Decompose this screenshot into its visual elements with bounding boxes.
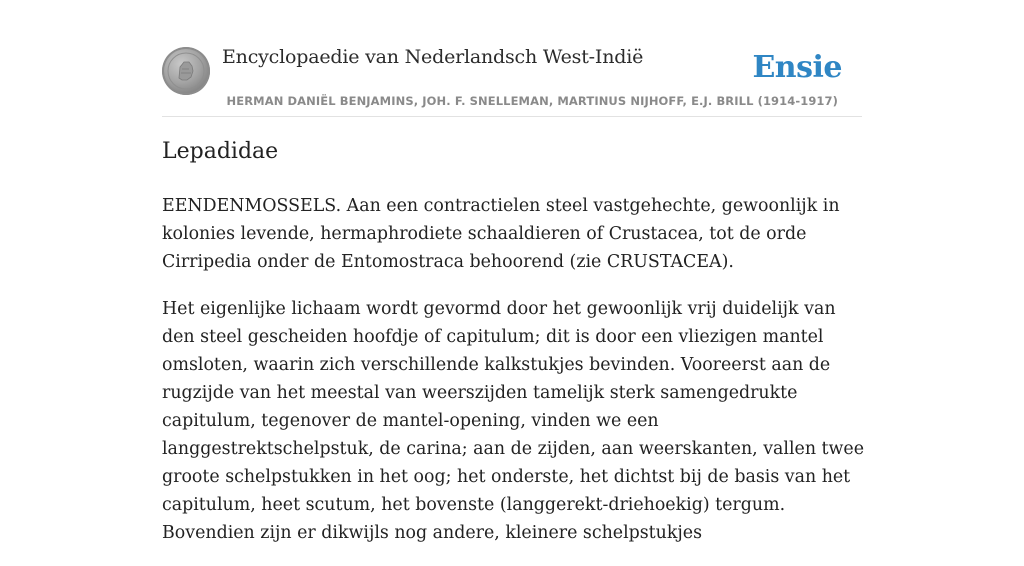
publication-header (162, 0, 862, 117)
publication-authors: HERMAN DANIËL BENJAMINS, JOH. F. SNELLEMAN, MARTINUS NIJHOFF, E.J. BRILL (1914-1917) (226, 94, 838, 108)
entry-title: Lepadidae (162, 139, 279, 164)
entry-paragraph: EENDENMOSSELS. Aan een contractielen steel vastgehechte, gewoonlijk in kolonies levende, hermaphrodiete schaaldieren of Crustacea, tot de orde Cirripedia onder de Entomostraca behoorend (zie CRUSTACEA). (162, 196, 840, 272)
entry-body (162, 192, 867, 566)
article-page (162, 0, 865, 543)
ensie-logo[interactable]: Ensie (752, 50, 842, 85)
coin-lion-icon (162, 47, 210, 95)
entry-paragraph: Het eigenlijke lichaam wordt gevormd door het gewoonlijk vrij duidelijk van den steel gescheiden hoofdje of capitulum; dit is door een vliezigen mantel omsloten, waarin zich verschillende kalkstukjes bevinden. Vooreerst aan de rugzijde van het meestal van weerszijden tamelijk sterk samengedrukte capitulum, tegenover de mantel-opening, vinden we een langgestrektschelpstuk, de carina; aan de zijden, aan weerskanten, vallen twee groote schelpstukken in het oog; het onderste, het dichtst bij de basis van het capitulum, heet scutum, het bovenste (langgerekt-driehoekig) tergum. Bovendien zijn er dikwijls nog andere, kleinere schelpstukjes (162, 299, 865, 543)
coin-emblem-icon[interactable] (162, 47, 210, 95)
publication-title[interactable]: Encyclopaedie van Nederlandsch West-Indië (222, 46, 644, 68)
